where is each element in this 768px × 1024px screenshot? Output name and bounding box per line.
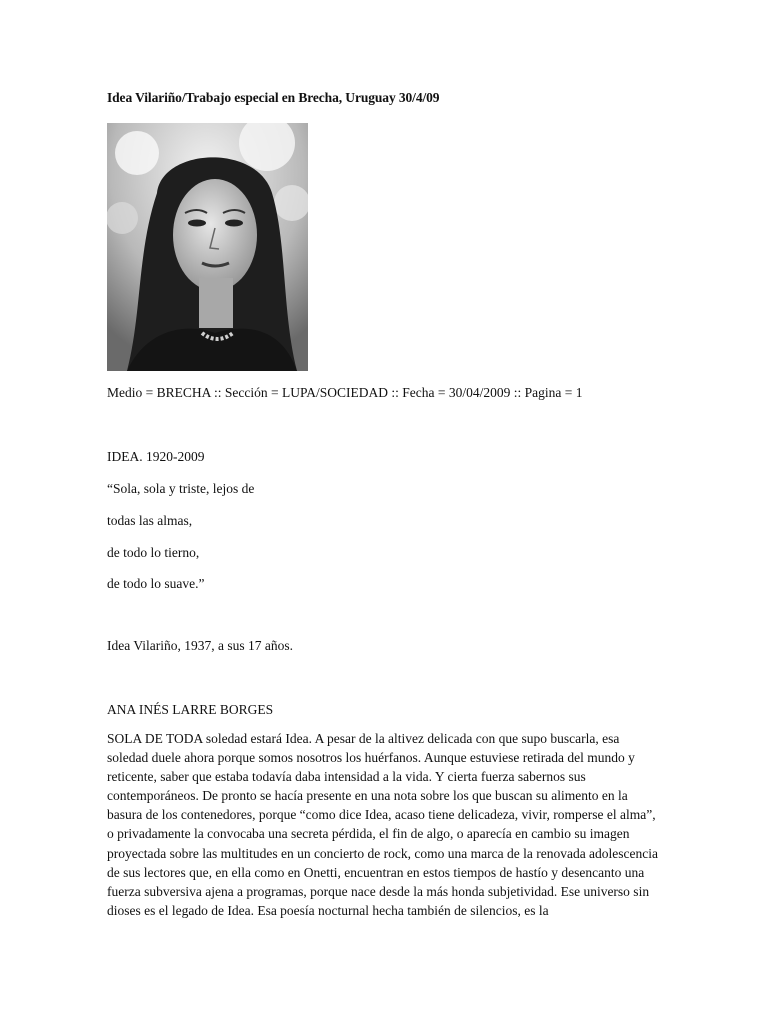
section-heading: IDEA. 1920-2009: [107, 449, 205, 464]
poem-line: todas las almas,: [107, 513, 193, 528]
article-body: SOLA DE TODA soledad estará Idea. A pesar de la altivez delicada con que supo buscarla, esa soledad duele ahora porque somos nosotros los huérfanos. Aunque estuviese retirada del mundo y reticente, saber que estaba todavía daba intensidad a la vida. Y cierta fuerza sabernos sus contemporáneos. De pronto se hacía presente en una nota sobre los que buscan su alimento en la basura de los contenedores, porque “como dice Idea, acaso tiene delicadeza, vivir, romperse el alma”, o privadamente la convocaba una secreta pérdida, el fin de algo, o aparecía en cambio su imagen proyectada sobre las multitudes en un concierto de rock, como una marca de la renovada adolescencia de sus lectores que, en ella como en Onetti, encuentran en estos tiempos de hastío y desencanto una fuerza subversiva ajena a programas, porque nace desde la más honda subjetividad. Ese universo sin dioses es el legado de Idea. Esa poesía nocturnal hecha también de silencios, es la: [107, 731, 659, 918]
portrait-photo: [107, 123, 308, 371]
author-byline: ANA INÉS LARRE BORGES: [107, 702, 274, 717]
poem-line: “Sola, sola y triste, lejos de: [107, 481, 255, 496]
source-meta-line: Medio = BRECHA :: Sección = LUPA/SOCIEDAD :: Fecha = 30/04/2009 :: Pagina = 1: [107, 385, 583, 400]
document-title: Idea Vilariño/Trabajo especial en Brecha, Uruguay 30/4/09: [107, 90, 440, 105]
photo-caption: Idea Vilariño, 1937, a sus 17 años.: [107, 638, 294, 653]
poem-line: de todo lo tierno,: [107, 545, 200, 560]
poem-line: de todo lo suave.”: [107, 576, 205, 591]
